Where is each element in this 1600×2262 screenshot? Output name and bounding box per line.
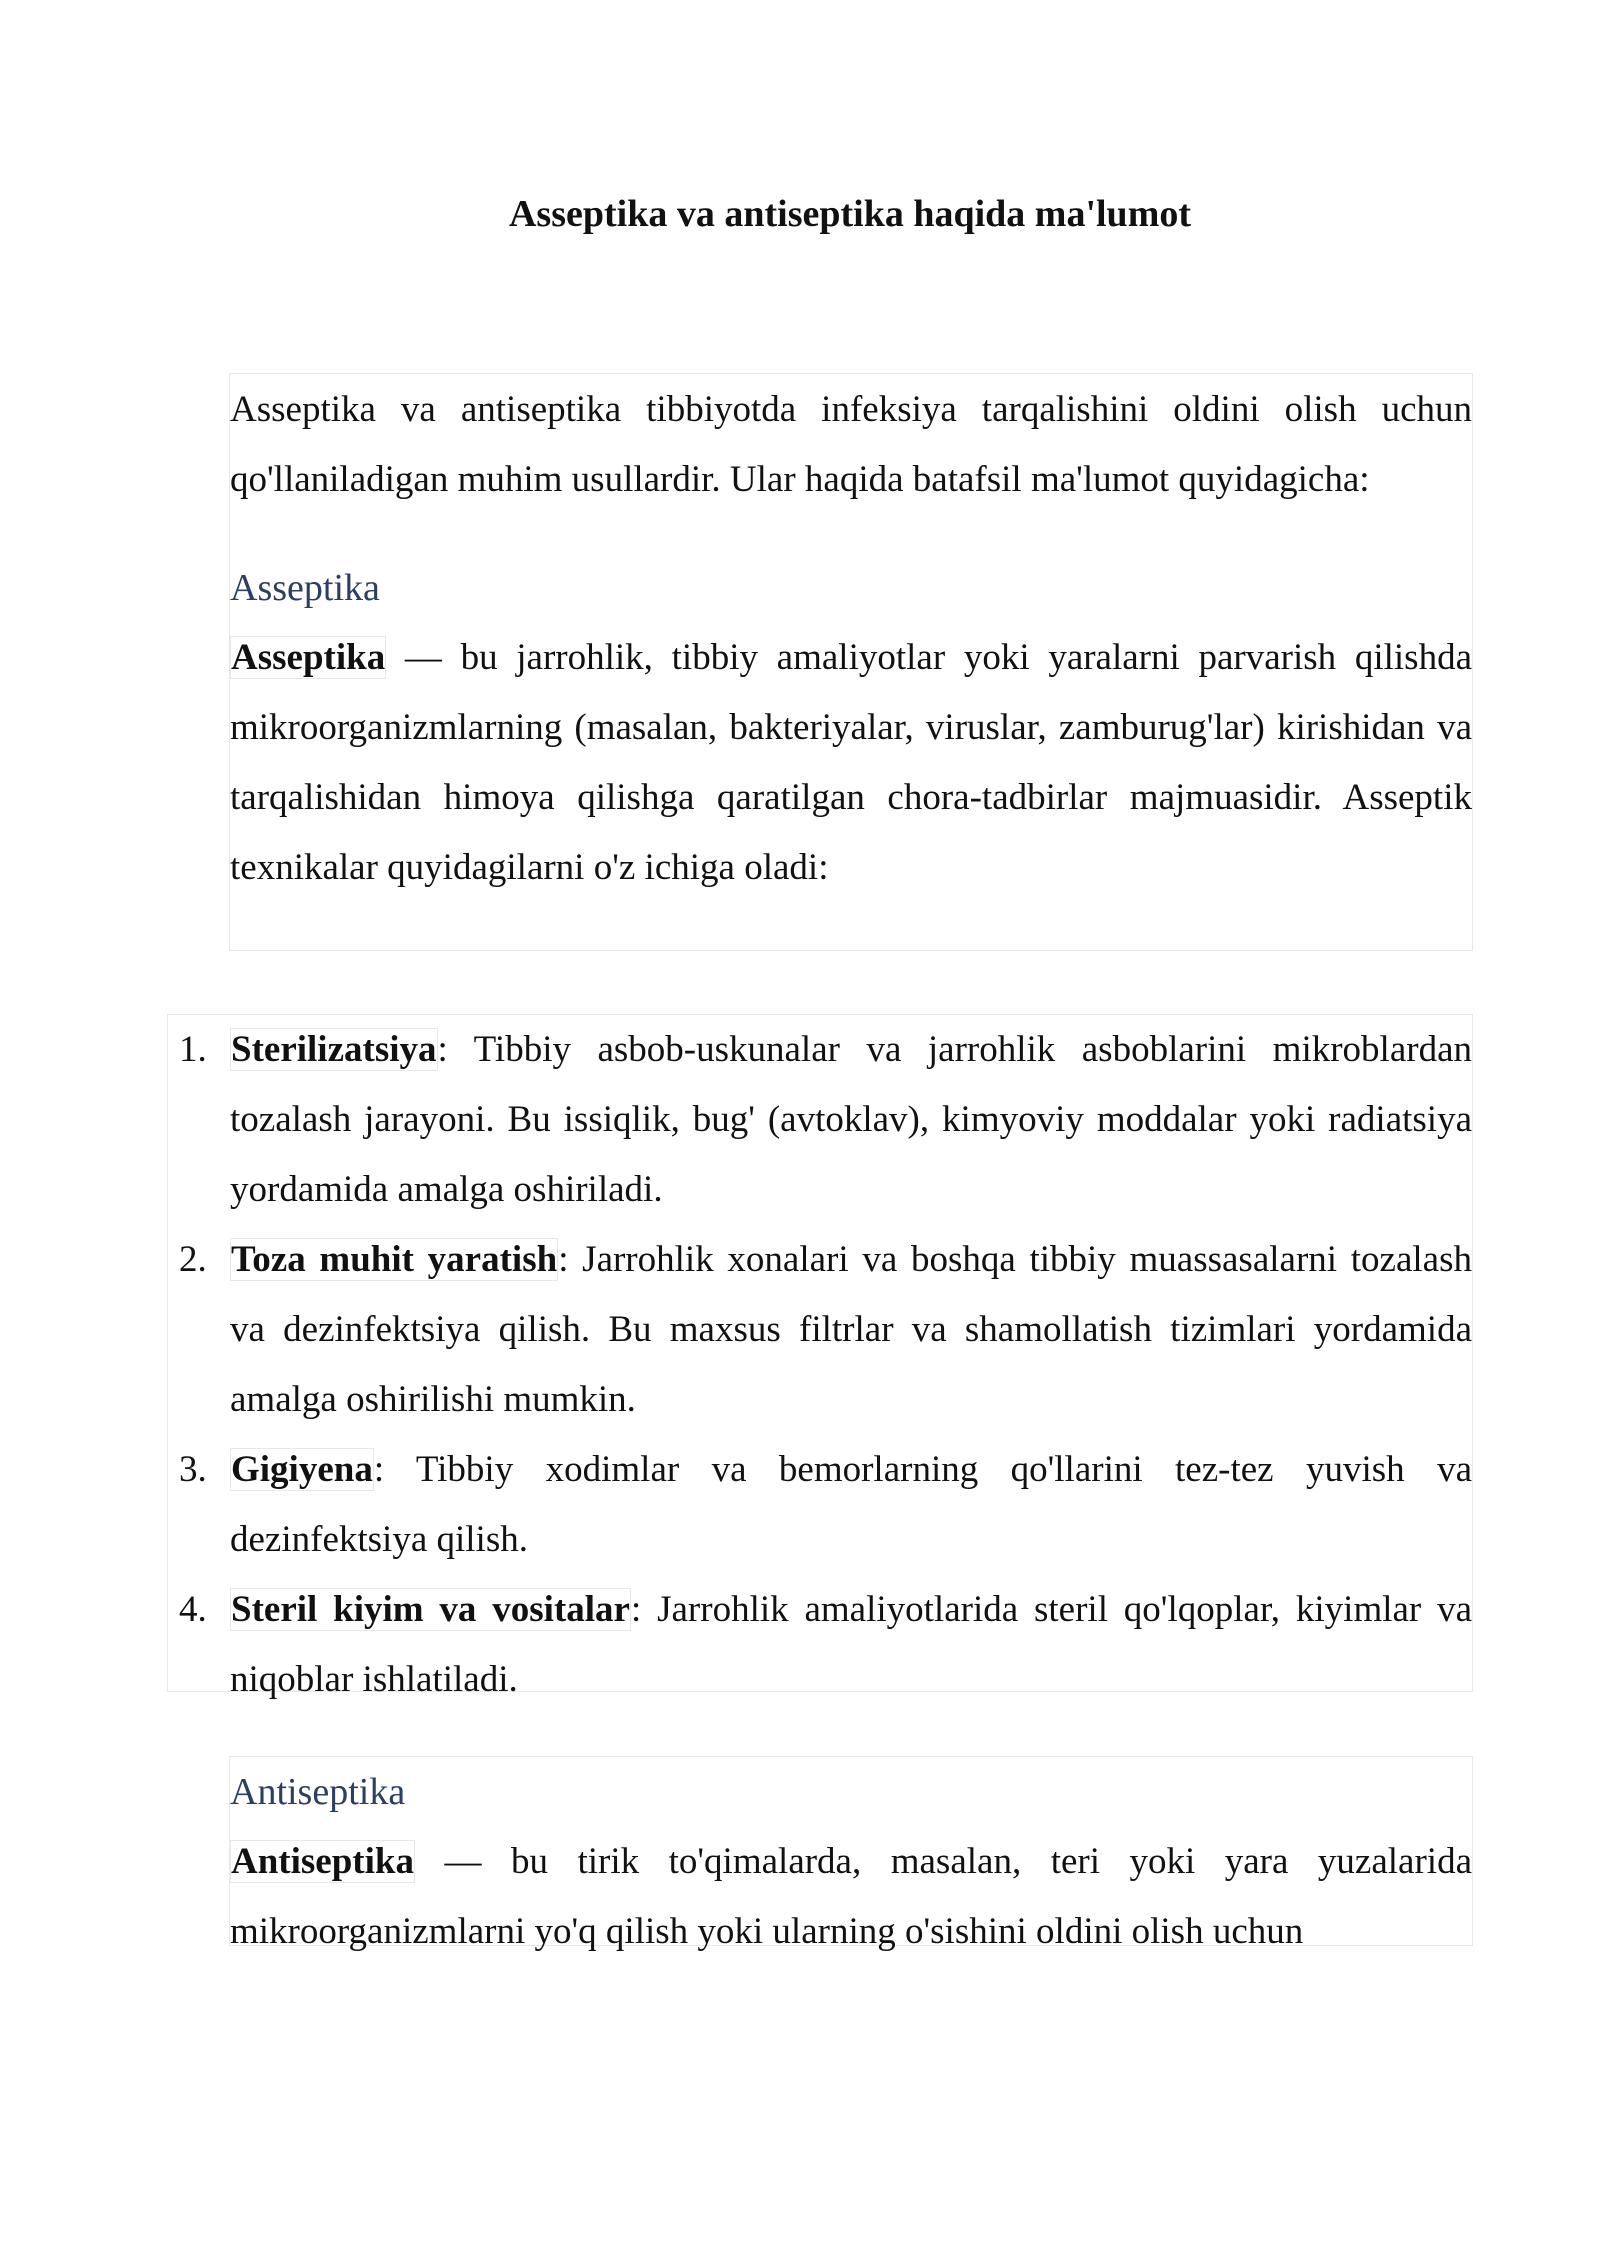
list-item-text: : Tibbiy xodimlar va bemorlarning qo'llarini tez-tez yuvish va dezinfektsiya qilish. — [230, 1449, 1472, 1560]
list-item-term: Steril kiyim va vositalar — [231, 1589, 630, 1630]
asseptika-term: Asseptika — [231, 637, 386, 678]
list-item-number: 2. — [179, 1239, 207, 1280]
list-item — [168, 1575, 1472, 1715]
asseptika-definition-text: — bu jarrohlik, tibbiy amaliyotlar yoki yaralarni parvarish qilishda mikroorganizmlarning (masalan, bakteriyalar, viruslar, zamburug'lar) kirishidan va tarqalishidan himoya qilishga qaratilgan chora-tadbirlar majmuasidir. Asseptik texnikalar quyidagilarni o'z ichiga oladi: — [230, 637, 1472, 888]
antiseptika-term: Antiseptika — [231, 1841, 414, 1882]
asseptic-techniques-list — [167, 1014, 1473, 1700]
list-item-text: : Jarrohlik xonalari va boshqa tibbiy muassasalarni tozalash va dezinfektsiya qilish. Bu maxsus filtrlar va shamollatish tizimlari yordamida amalga oshirilishi mumkin. — [230, 1239, 1472, 1420]
list-item — [168, 1015, 1472, 1225]
antiseptika-definition — [230, 1827, 1472, 1967]
list-item-term: Gigiyena — [231, 1449, 373, 1490]
document-title: Asseptika va antiseptika haqida ma'lumot — [508, 193, 1191, 235]
antiseptika-heading: Antiseptika — [230, 1771, 406, 1813]
list-item — [168, 1435, 1472, 1575]
list-item-text: : Tibbiy asbob-uskunalar va jarrohlik asboblarini mikroblardan tozalash jarayoni. Bu issiqlik, bug' (avtoklav), kimyoviy moddalar yoki radiatsiya yordamida amalga oshiriladi. — [230, 1029, 1472, 1210]
antiseptika-definition-text: — bu tirik to'qimalarda, masalan, teri yoki yara yuzalarida mikroorganizmlarni yo'q qilish yoki ularning o'sishini oldini olish uchun — [230, 1841, 1472, 1952]
list-item-number: 1. — [179, 1029, 207, 1070]
list-item-term: Sterilizatsiya — [231, 1029, 437, 1070]
list-item-number: 4. — [179, 1589, 207, 1630]
asseptika-section — [229, 373, 1473, 951]
antiseptika-section — [229, 1756, 1473, 1952]
list-item-text: : Jarrohlik amaliyotlarida steril qo'lqoplar, kiyimlar va niqoblar ishlatiladi. — [230, 1589, 1473, 1700]
intro-paragraph: Asseptika va antiseptika tibbiyotda infeksiya tarqalishini oldini olish uchun qo'llaniladigan muhim usullardir. Ular haqida batafsil ma'lumot quyidagicha: — [230, 389, 1472, 500]
asseptika-definition — [230, 623, 1472, 903]
list-item — [168, 1225, 1472, 1435]
list-item-number: 3. — [179, 1449, 207, 1490]
list-item-term: Toza muhit yaratish — [231, 1239, 558, 1280]
asseptika-heading: Asseptika — [230, 567, 380, 609]
